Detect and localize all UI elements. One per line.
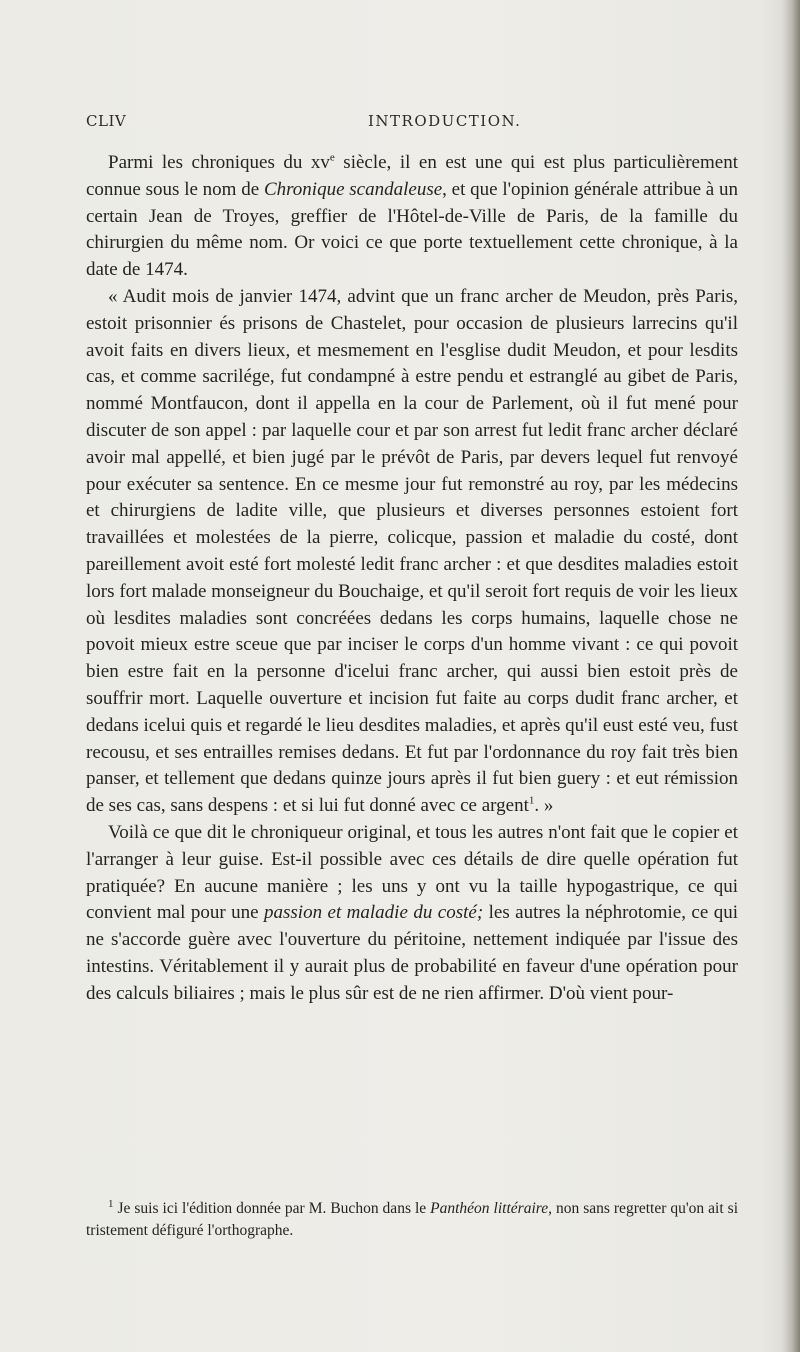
footnote-1: $^1$ Je suis ici l'édition donnée par M. Buchon dans le Panthéon littéraire, non sans regretter qu'on ait si tristement défiguré l'orthographe. [86,1197,738,1239]
footnote-reference: 1 [528,794,535,807]
italic-phrase: passion et maladie du costé; [264,902,484,924]
paragraph-1: Parmi les chroniques du $xv^e$ siècle, il en est une qui est plus particulièrement connue sous le nom de Chronique scandaleuse, et que l'opinion générale attribue à un certain Jean de Troyes, greffier de l'Hôtel-de-Ville de Paris, de la famille du chirurgien du même nom. Or voici ce que porte textuellement cette chronique, à la date de 1474. [86,151,738,281]
italic-title: Chronique scandaleuse [263,178,443,200]
superscript: e [329,151,335,164]
page-number: CLIV [86,112,127,130]
running-title: INTRODUCTION. [368,112,522,130]
main-text [86,150,738,1008]
footnotes [86,1198,738,1242]
paragraph-2-quotation: « Audit mois de janvier 1474, advint que un franc archer de Meudon, près Paris, estoit prisonnier és prisons de Chastelet, pour occasion de plusieurs larrecins qu'il avoit faits en divers lieux, et mesmement en l'esglise dudit Meudon, et pour lesdits cas, et comme sacrilége, fut condampné à estre pendu et estranglé au gibet de Paris, nommé Montfaucon, dont il appella en la cour de Parlement, où il fut mené pour discuter de son appel : par laquelle cour et par son arrest fut ledit franc archer déclaré avoir mal appellé, et bien jugé par le prévôt de Paris, par devers lequel fut renvoyé pour exécuter sa sentence. En ce mesme jour fut remonstré au roy, par les médecins et chirurgiens de ladite ville, que plusieurs et diverses personnes estoient fort travaillées et molestées de la pierre, colicque, passion et maladie du costé, dont pareillement avoit esté fort molesté ledit franc archer : et que desdites maladies estoit lors fort malade monseigneur du Bouchaige, et qu'il seroit fort requis de voir les lieux où lesdites maladies sont concréées dedans les corps humains, laquelle chose ne povoit mieux estre sceue que par inciser le corps d'un homme vivant : ce qui povoit bien estre fait en la personne d'icelui franc archer, qui aussi bien estoit près de souffrir mort. Laquelle ouverture et incision fut faite au corps dudit franc archer, et dedans icelui quis et regardé le lieu desdites maladies, et après qu'il eust esté veu, fust recousu, et ses entrailles remises dedans. Et fut par l'ordonnance du roy fait très bien panser, et tellement que dedans quinze jours après il fut bien guery : et eut rémission de ses cas, sans despens : et si lui fut donné avec ce argent$^1$. » [86,285,738,817]
footnote-italic: Panthéon littéraire [430,1200,549,1217]
page-header [86,112,736,136]
page-edge-shadow [782,0,800,1352]
paragraph-3: Voilà ce que dit le chroniqueur original, et tous les autres n'ont fait que le copier et l'arranger à leur guise. Est-il possible avec ces détails de dire quelle opération fut pratiquée? En aucune manière ; les uns y ont vu la taille hypogastrique, ce qui convient mal pour une passion et maladie du costé; les autres la néphrotomie, ce qui ne s'accorde guère avec l'ouverture du péritoine, nettement indiquée par l'issue des intestins. Véritablement il y aurait plus de probabilité en faveur d'une opération pour des calculs biliaires ; mais le plus sûr est de ne rien affirmer. D'où vient pour- [86,821,738,1004]
footnote-marker: 1 [108,1197,114,1210]
